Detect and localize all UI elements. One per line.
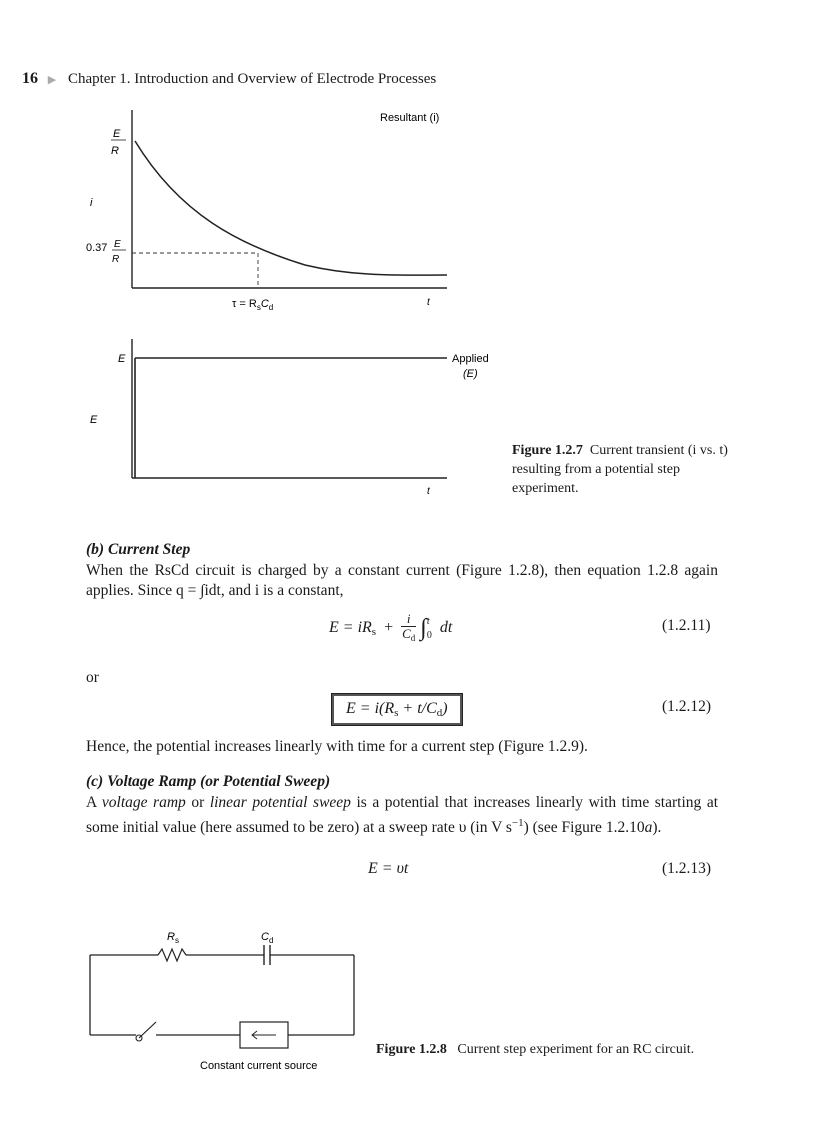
section-b-paragraph: When the RsCd circuit is charged by a constant current (Figure 1.2.8), then equation 1.2.8 again applies. Since q = ∫idt, and i is a constant, (86, 562, 718, 599)
e-over-rs-num: E (113, 128, 121, 140)
e-axis-label: E (90, 414, 98, 426)
section-c-paragraph: A voltage ramp or linear potential sweep is a potential that increases linearly with time starting at some initial value (here assumed to be zero) at a sweep rate υ (in V $s^{-1}$) (see Figure 1.2.10a). (86, 794, 719, 836)
applied-sub: (E) (463, 368, 478, 380)
applied-potential-plot (80, 335, 520, 500)
figure-1-2-7-text: Current transient (i vs. t) resulting from a potential step experiment. (512, 443, 728, 496)
chapter-title: Chapter 1. Introduction and Overview of Electrode Processes (67, 71, 437, 87)
equation-1-2-13: E = υt (368, 860, 409, 877)
applied-label: Applied (452, 353, 489, 365)
e-tick-label: E (118, 353, 126, 365)
point37-den: R (112, 254, 120, 265)
figure-1-2-7-caption (512, 441, 732, 498)
tau-label: $\tau = R_sC_d$ (232, 298, 274, 312)
t-axis-label-bottom: t (427, 486, 430, 497)
eq-1-2-11-number: (1.2.11) (662, 617, 711, 634)
source-label: Constant current source (200, 1060, 318, 1072)
figure-1-2-7-label: Figure 1.2.7 (512, 443, 583, 458)
or-word: or (86, 669, 99, 686)
equation-1-2-12-box: $E = i(R_s + t/C_d)$ (331, 693, 463, 726)
capacitor-label: $C_d$ (261, 931, 274, 945)
hence-paragraph: Hence, the potential increases linearly with time for a current step (Figure 1.2.9). (86, 738, 588, 755)
eq-1-2-13-number: (1.2.13) (662, 860, 712, 877)
decay-curve (135, 141, 447, 275)
resistor-label: $R_s$ (167, 931, 179, 945)
switch-blade (139, 1022, 156, 1038)
page-number: 16 (22, 70, 38, 87)
section-b-heading: (b) Current Step (86, 541, 191, 558)
point37-num: E (114, 239, 121, 250)
section-c-heading: (c) Voltage Ramp (or Potential Sweep) (86, 773, 331, 790)
i-axis-label: i (90, 197, 93, 209)
figure-1-2-8-label: Figure 1.2.8 (376, 1042, 447, 1057)
running-header (22, 70, 436, 88)
e-over-rs-den: R (111, 145, 119, 157)
term-voltage-ramp: voltage ramp (101, 794, 186, 811)
current-transient-plot (80, 105, 470, 315)
point37-prefix: 0.37 (86, 242, 108, 254)
figure-1-2-8-text: Current step experiment for an RC circuit. (457, 1042, 695, 1057)
rc-circuit-diagram (80, 925, 370, 1075)
equation-1-2-11: $E = iR_s$ + $\frac{i}{C_d}$ ∫ t 0 dt (329, 611, 453, 643)
resultant-label: Resultant (i) (380, 112, 440, 124)
figure-1-2-8-caption (376, 1040, 706, 1059)
resistor-symbol (158, 949, 186, 961)
eq-1-2-12-number: (1.2.12) (662, 698, 712, 715)
t-axis-label: t (427, 297, 430, 308)
term-linear-potential-sweep: linear potential sweep (209, 794, 351, 811)
header-arrow-icon: ▶ (47, 74, 57, 86)
